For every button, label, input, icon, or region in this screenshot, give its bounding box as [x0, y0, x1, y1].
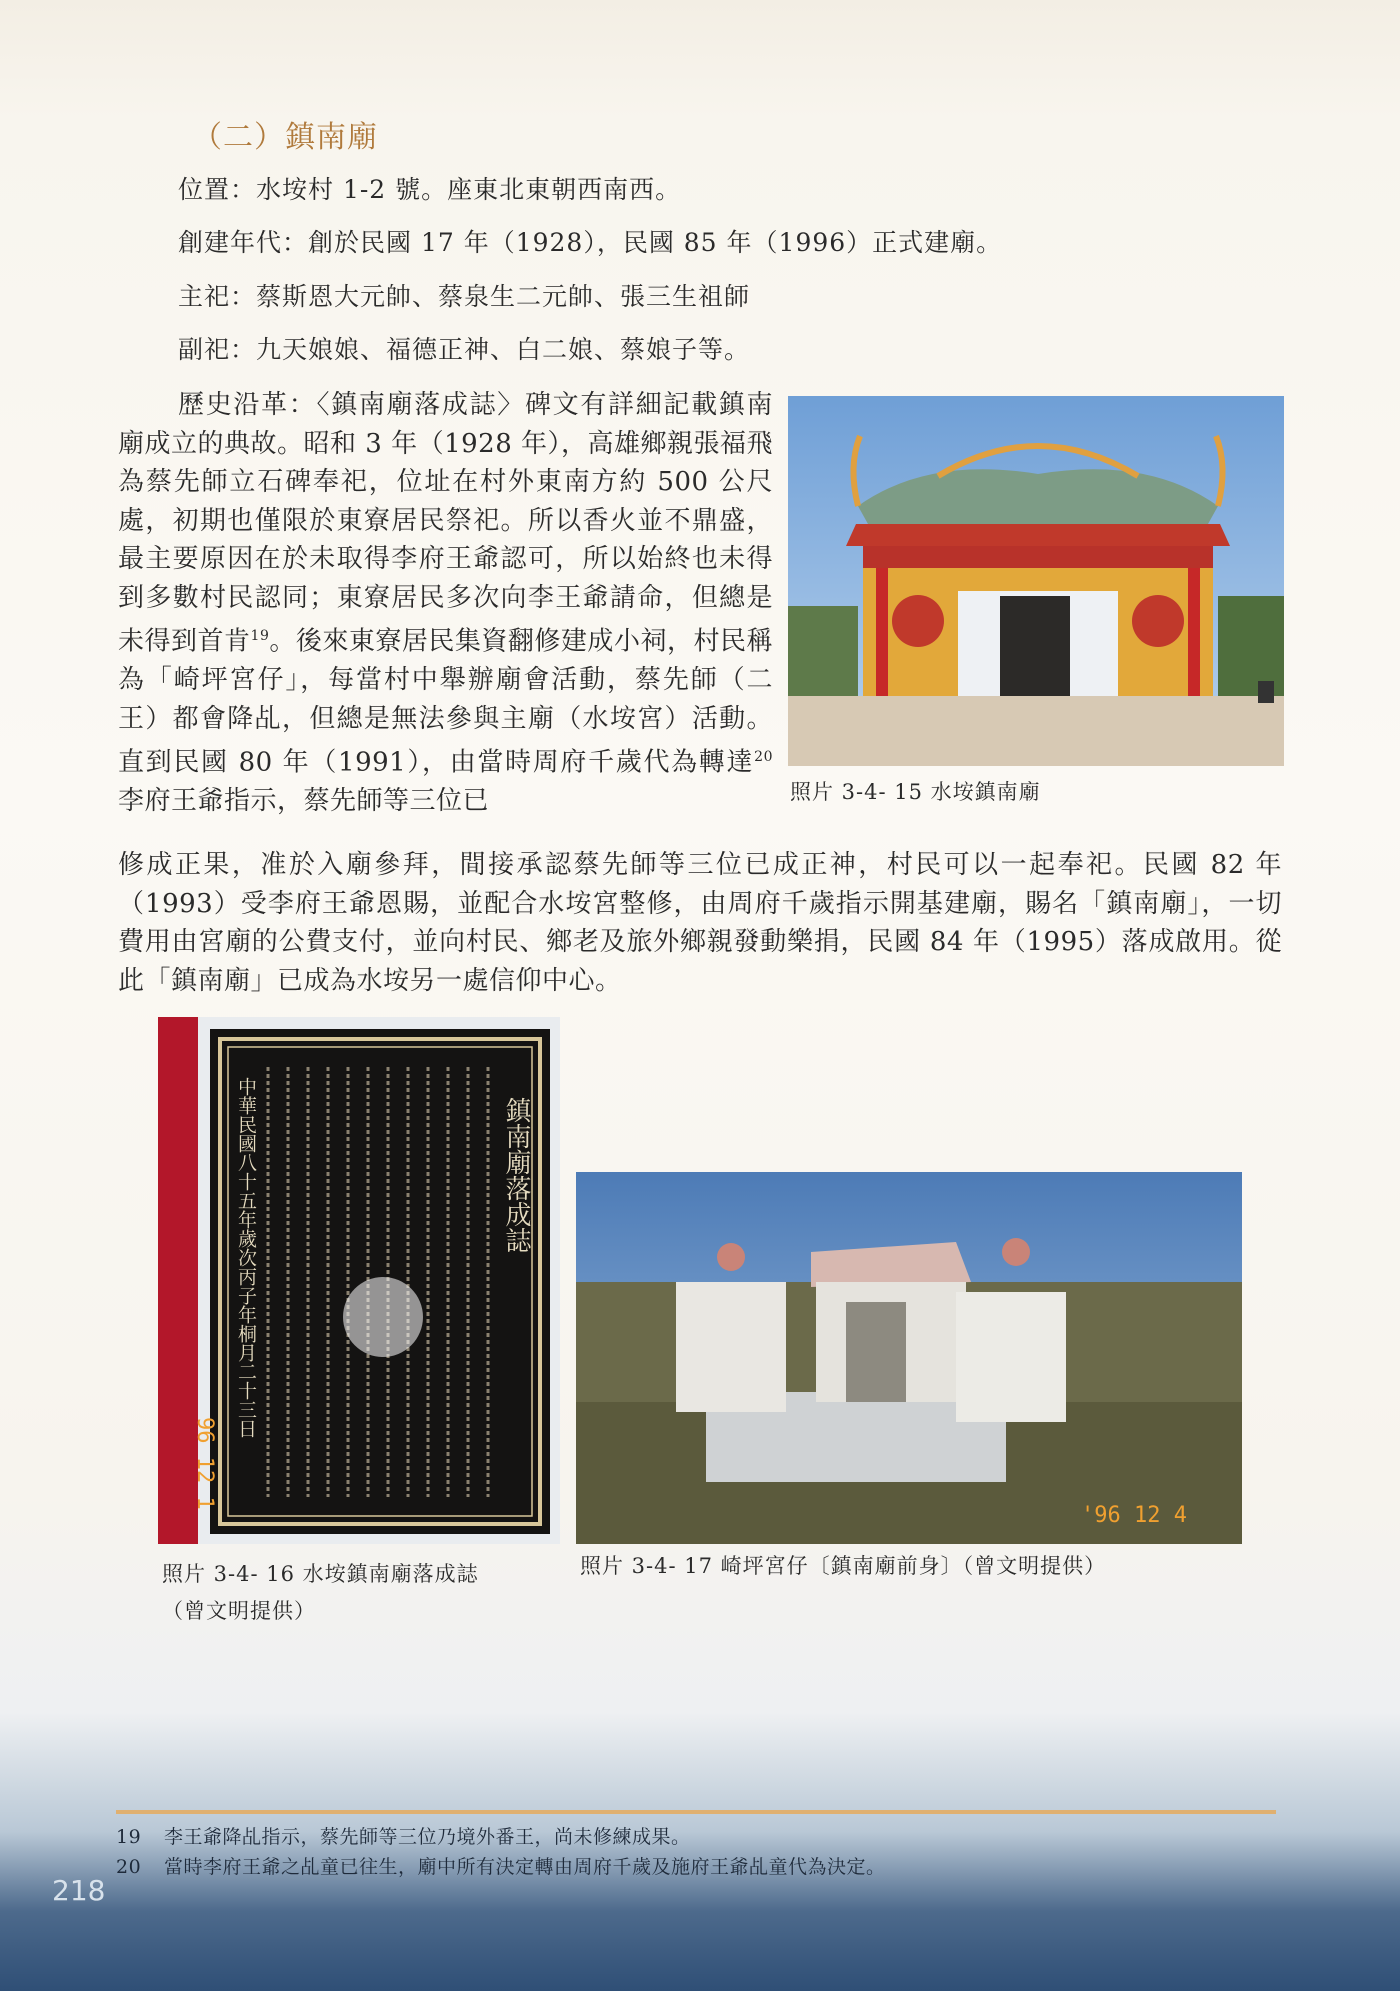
- footnote-text: 當時李府王爺之乩童已往生，廟中所有決定轉由周府千歲及施府王爺乩童代為決定。: [164, 1856, 886, 1878]
- stele-date-stamp: 96 12 1: [192, 1417, 217, 1510]
- footnote-text: 李王爺降乩指示，蔡先師等三位乃境外番王，尚未修練成果。: [164, 1826, 691, 1848]
- history-paragraph: [118, 386, 773, 821]
- temple-photo: [788, 396, 1284, 766]
- footnote-number: 20: [116, 1856, 142, 1878]
- footnote-divider: [116, 1810, 1276, 1814]
- footnote-19: [116, 1822, 691, 1849]
- meta-location: 位置：水垵村 1-2 號。座東北東朝西南西。: [178, 175, 682, 204]
- stele-title: 鎮南廟落成誌: [501, 1097, 531, 1253]
- footnote-number: 19: [116, 1826, 142, 1848]
- history-part3: 李府王爺指示，蔡先師等三位已: [118, 786, 490, 817]
- photo-16-caption-line2: （曾文明提供）: [162, 1599, 316, 1623]
- history-part1: 歷史沿革：〈鎮南廟落成誌〉碑文有詳細記載鎮南廟成立的典故。昭和 3 年（1928 年），高雄鄉親張福飛為蔡先師立石碑奉祀，位址在村外東南方約 500 公尺處，初期也僅限於東寮居民祭祀。所以香火並不鼎盛，最主要原因在於未取得李府王爺認可，所以始終也未得到多數村民認同；東寮居民多次向李王爺請命，但總是未得到首肯: [118, 390, 774, 657]
- history-part2: 。後來東寮居民集資翻修建成小祠，村民稱為「崎坪宮仔」，每當村中舉辦廟會活動，蔡先師（二王）都會降乩，但總是無法參與主廟（水垵宮）活動。直到民國 80 年（1991），由當時周府千歲代為轉達: [118, 626, 773, 778]
- history-continuation: 修成正果，准於入廟參拜，間接承認蔡先師等三位已成正神，村民可以一起奉祀。民國 82 年（1993）受李府王爺恩賜，並配合水垵宮整修，由周府千歲指示開基建廟，賜名「鎮南廟」，一切費用由宮廟的公費支付，並向村民、鄉老及旅外鄉親發動樂捐，民國 84 年（1995）落成啟用。從此「鎮南廟」已成為水垵另一處信仰中心。: [118, 850, 1282, 996]
- photo-17-caption: 照片 3-4- 17 崎坪宮仔〔鎮南廟前身〕（曾文明提供）: [580, 1554, 1107, 1578]
- meta-founded: 創建年代：創於民國 17 年（1928），民國 85 年（1996）正式建廟。: [178, 228, 1003, 257]
- meta-sub-deity: 副祀：九天娘娘、福德正神、白二娘、蔡娘子等。: [178, 335, 751, 364]
- photo-16-caption-line1: 照片 3-4- 16 水垵鎮南廟落成誌: [162, 1562, 479, 1586]
- footnote-ref-20[interactable]: 20: [754, 749, 773, 766]
- shrine-date-stamp: '96 12 4: [1081, 1503, 1187, 1528]
- stele-date: 中華民國八十五年歲次丙子年桐月二十三日: [235, 1077, 257, 1438]
- meta-main-deity: 主祀：蔡斯恩大元帥、蔡泉生二元帥、張三生祖師: [178, 282, 751, 311]
- stele-photo: [158, 1017, 560, 1544]
- section-title: （二）鎮南廟: [192, 120, 378, 155]
- footnote-ref-19[interactable]: 19: [250, 628, 270, 644]
- photo-15-caption: 照片 3-4- 15 水垵鎮南廟: [790, 780, 1041, 804]
- footnote-20: [116, 1852, 886, 1879]
- page-number: 218: [52, 1874, 106, 1907]
- shrine-photo: [576, 1172, 1242, 1544]
